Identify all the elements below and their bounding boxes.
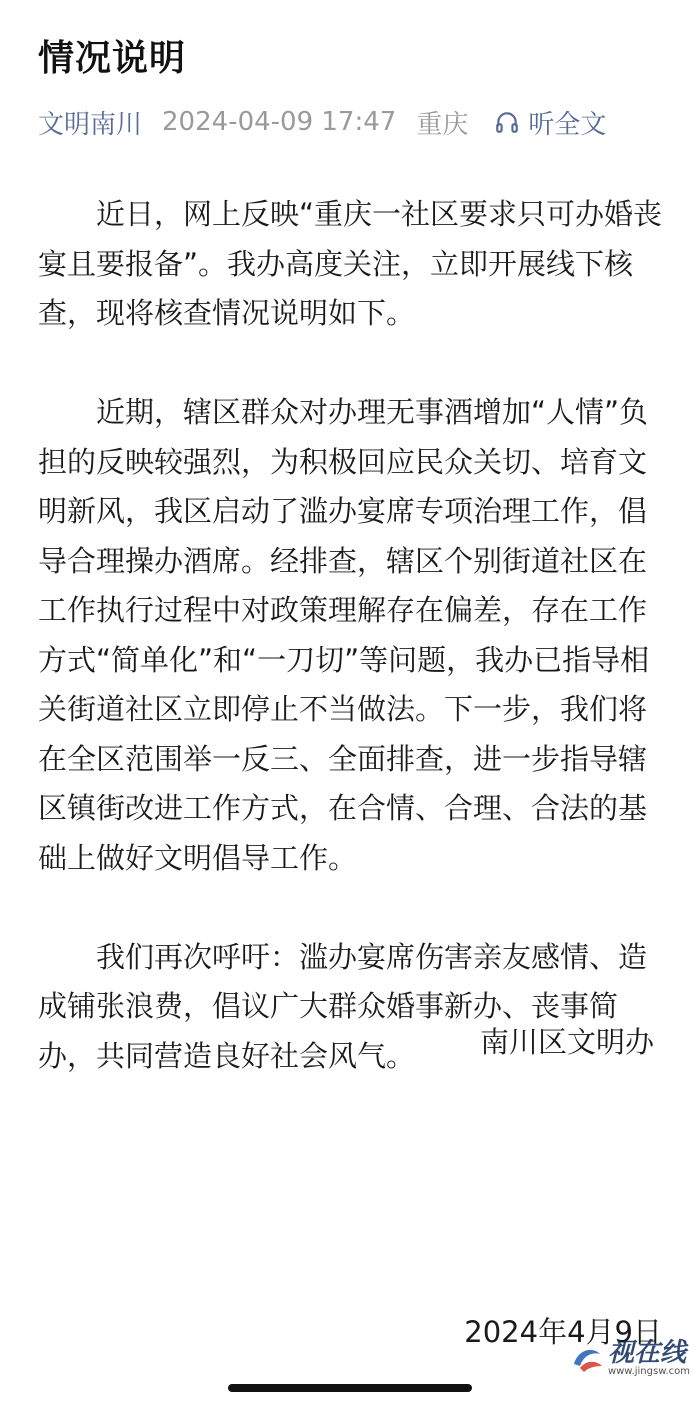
watermark-name: 视在线 [607, 1338, 686, 1368]
article-body [38, 190, 668, 1131]
watermark [570, 1340, 690, 1378]
signature: 南川区文明办 [479, 1025, 654, 1059]
paragraph-2: 近期，辖区群众对办理无事酒增加“人情”负担的反映较强烈，为积极回应民众关切、培育文明新风，我区启动了滥办宴席专项治理工作，倡导合理操办酒席。经排查，辖区个别街道社区在工作执行过程中对政策理解存在偏差，存在工作方式“简单化”和“一刀切”等问题，我办已指导相关街道社区立即停止不当做法。下一步，我们将在全区范围举一反三、全面排查，进一步指导辖区镇街改进工作方式，在合情、合理、合法的基础上做好文明倡导工作。 [38, 395, 650, 875]
home-indicator[interactable] [228, 1384, 472, 1392]
signature-date: 2024年4月9日 [464, 1315, 662, 1349]
paragraph-3: 我们再次呼吁：滥办宴席伤害亲友感情、造成铺张浪费，倡议广大群众婚事新办、丧事简办，共同营造良好社会风气。 [38, 939, 648, 1073]
publish-location: 重庆 [416, 109, 469, 140]
account-name-link[interactable]: 文明南川 [38, 109, 143, 140]
article-meta [38, 104, 606, 140]
article-title: 情况说明 [38, 38, 187, 79]
headphones-icon [494, 109, 520, 135]
listen-button[interactable] [494, 104, 606, 141]
listen-label: 听全文 [528, 109, 607, 140]
paragraph-1: 近日，网上反映“重庆一社区要求只可办婚丧宴且要报备”。我办高度关注，立即开展线下核查，现将核查情况说明如下。 [38, 197, 663, 330]
publish-datetime: 2024-04-09 17:47 [162, 107, 397, 137]
watermark-url: www.jingsw.com [607, 1366, 690, 1377]
watermark-logo-icon [570, 1344, 604, 1374]
